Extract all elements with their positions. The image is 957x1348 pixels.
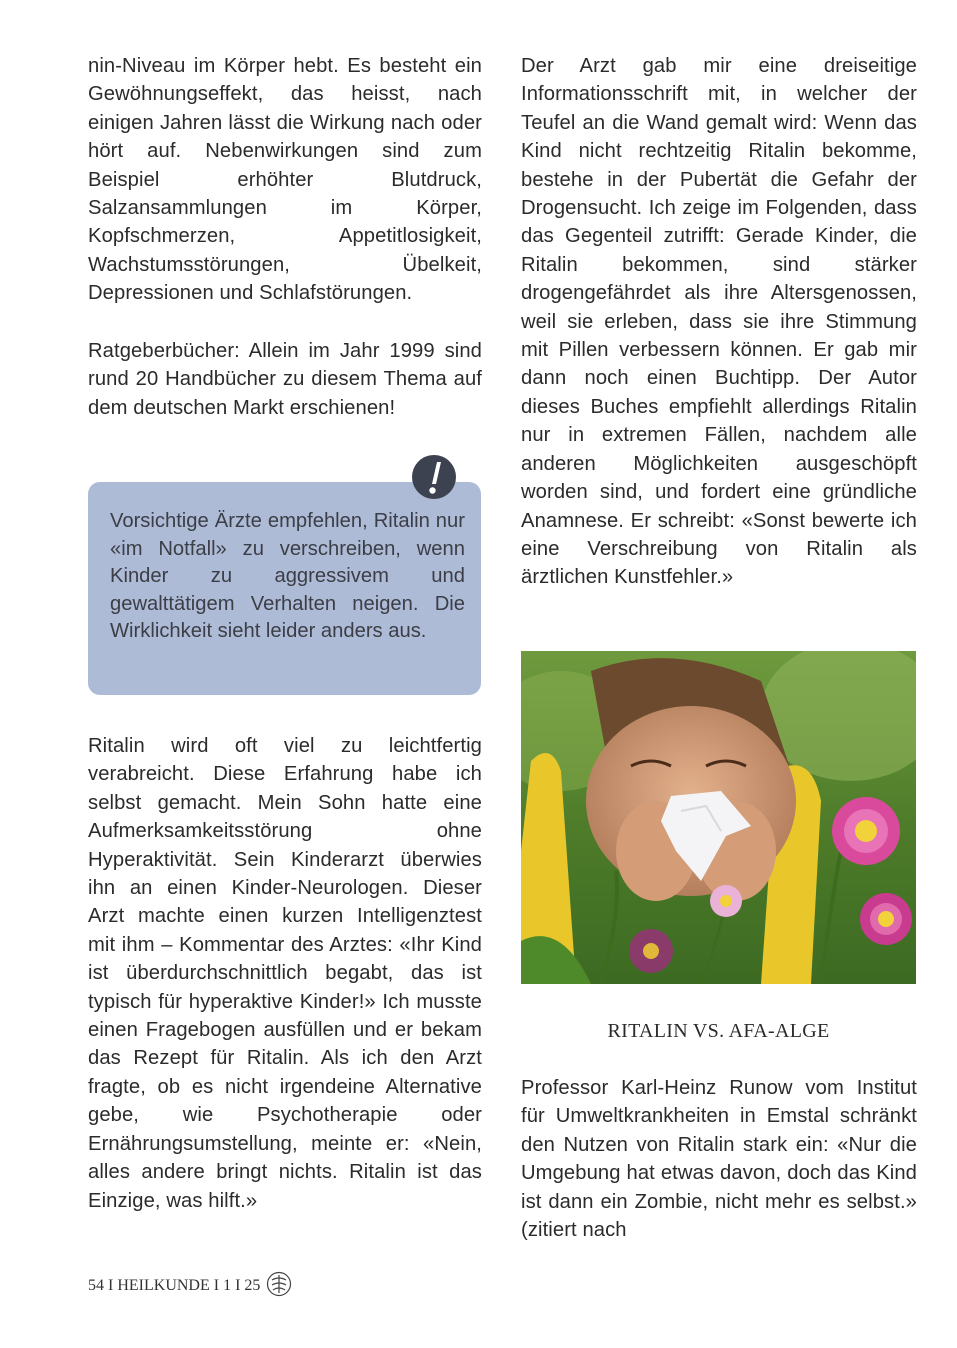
warning-infobox	[88, 482, 481, 695]
body-paragraph: nin-Niveau im Körper hebt. Es besteht ein Gewöhnungseffekt, das heisst, nach einigen Jahren lässt die Wirkung nach oder hört auf. Nebenwirkungen sind zum Beispiel erhöhter Blutdruck, Salzansammlungen im Körper, Kopfschmerzen, Appetitlosigkeit, Wachstumsstörungen, Übelkeit, Depressionen und Schlafstörungen.	[88, 55, 482, 305]
magazine-name: HEILKUNDE	[117, 1277, 210, 1294]
exclamation-icon	[410, 453, 458, 501]
issue-number: 1	[223, 1277, 232, 1294]
body-paragraph: Ratgeberbücher: Allein im Jahr 1999 sind rund 20 Handbücher zu diesem Thema auf dem deutschen Markt erschienen!	[88, 340, 482, 419]
footer-separator: I	[213, 1277, 220, 1294]
child-sneezing-in-flower-field-photo	[521, 651, 916, 984]
heilkunde-logo-icon	[266, 1271, 292, 1302]
infobox-text: Vorsichtige Ärzte empfehlen, Ritalin nur «im Notfall» zu verschreiben, wenn Kinder zu aggressivem und gewalttätigem Verhalten neigen. Die Wirklichkeit sieht leider anders aus.	[110, 510, 465, 643]
body-paragraph: Der Arzt gab mir eine dreiseitige Informationsschrift mit, in welcher der Teufel an die Wand gemalt wird: Wenn das Kind nicht rechtzeitig Ritalin bekomme, bestehe in der Pubertät die Gefahr der Drogensucht. Ich zeige im Folgenden, dass das Gegenteil zutrifft: Gerade Kinder, die Ritalin bekommen, sind stärker drogengefährdet als ihre Altersgenossen, weil sie erleben, dass sie ihre Stimmung mit Pillen verbessern können. Er gab mir dann noch einen Buchtipp. Der Autor dieses Buches empfiehlt allerdings Ritalin nur in extremen Fällen, nachdem alle anderen Möglichkeiten ausgeschöpft worden sind, und fordert eine gründliche Anamnese. Er schreibt: «Sonst bewerte ich eine Verschreibung von Ritalin als ärztlichen Kunstfehler.»	[521, 55, 917, 589]
page-number: 54	[88, 1277, 104, 1294]
section-heading: RITALIN VS. AFA-ALGE	[607, 1020, 830, 1042]
body-paragraph: Professor Karl-Heinz Runow vom Institut für Umweltkrankheiten in Emstal schränkt den Nutzen von Ritalin stark ein: «Nur die Umgebung hat etwas davon, doch das Kind ist dann ein Zombie, nicht mehr es selbst.» (zitiert nach	[521, 1077, 917, 1242]
page-footer	[88, 1272, 292, 1300]
footer-separator: I	[235, 1277, 241, 1294]
footer-separator: I	[108, 1277, 114, 1294]
issue-year: 25	[244, 1277, 261, 1294]
body-paragraph: Ritalin wird oft viel zu leichtfertig verabreicht. Diese Erfahrung habe ich selbst gemacht. Mein Sohn hatte eine Aufmerksamkeitsstörung ohne Hyperaktivität. Sein Kinderarzt überwies ihn an einen Kinder-Neurologen. Dieser Arzt machte einen kurzen Intelligenztest mit ihm – Kommentar des Arztes: «Ihr Kind ist überdurchschnittlich begabt, das ist typisch für hyperaktive Kinder!» Ich musste einen Fragebogen ausfüllen und er bekam das Rezept für Ritalin. Als ich den Arzt fragte, ob es nicht irgendeine Alternative gebe, wie Psychotherapie oder Ernährungsumstellung, meinte er: «Nein, alles andere bringt nichts. Ritalin ist das Einzige, was hilft.»	[88, 735, 482, 1212]
